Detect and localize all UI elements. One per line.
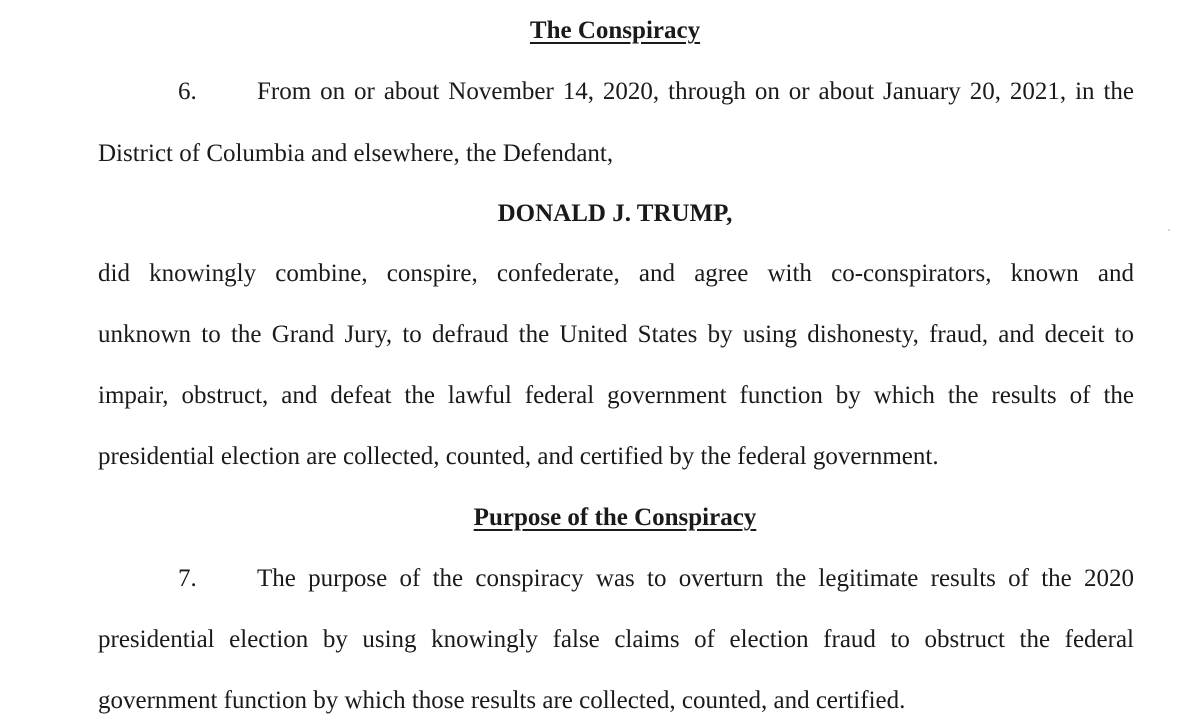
paragraph-number-7: 7. [178, 565, 197, 592]
paragraph-6-line-1: From on or about November 14, 2020, through on or about January 20, 2021, in the [257, 78, 1134, 105]
section-heading-purpose: Purpose of the Conspiracy [473, 504, 757, 531]
paragraph-number-6: 6. [178, 78, 197, 105]
scan-speck [1168, 229, 1170, 231]
paragraph-7-line-3: government function by which those results are collected, counted, and certified. [98, 687, 906, 714]
paragraph-6-line-5: impair, obstruct, and defeat the lawful federal government function by which the results of the [98, 382, 1134, 409]
paragraph-6-line-4: unknown to the Grand Jury, to defraud the United States by using dishonesty, fraud, and deceit to [98, 321, 1134, 348]
paragraph-7-line-2: presidential election by using knowingly false claims of election fraud to obstruct the federal [98, 626, 1134, 653]
paragraph-6-line-3: did knowingly combine, conspire, confederate, and agree with co-conspirators, known and [98, 260, 1134, 287]
paragraph-6-line-2: District of Columbia and elsewhere, the Defendant, [98, 140, 614, 167]
paragraph-7-line-1: The purpose of the conspiracy was to overturn the legitimate results of the 2020 [257, 565, 1134, 592]
defendant-name: DONALD J. TRUMP, [497, 200, 733, 227]
section-heading-conspiracy: The Conspiracy [529, 17, 701, 44]
paragraph-6-line-6: presidential election are collected, counted, and certified by the federal government. [98, 443, 939, 470]
